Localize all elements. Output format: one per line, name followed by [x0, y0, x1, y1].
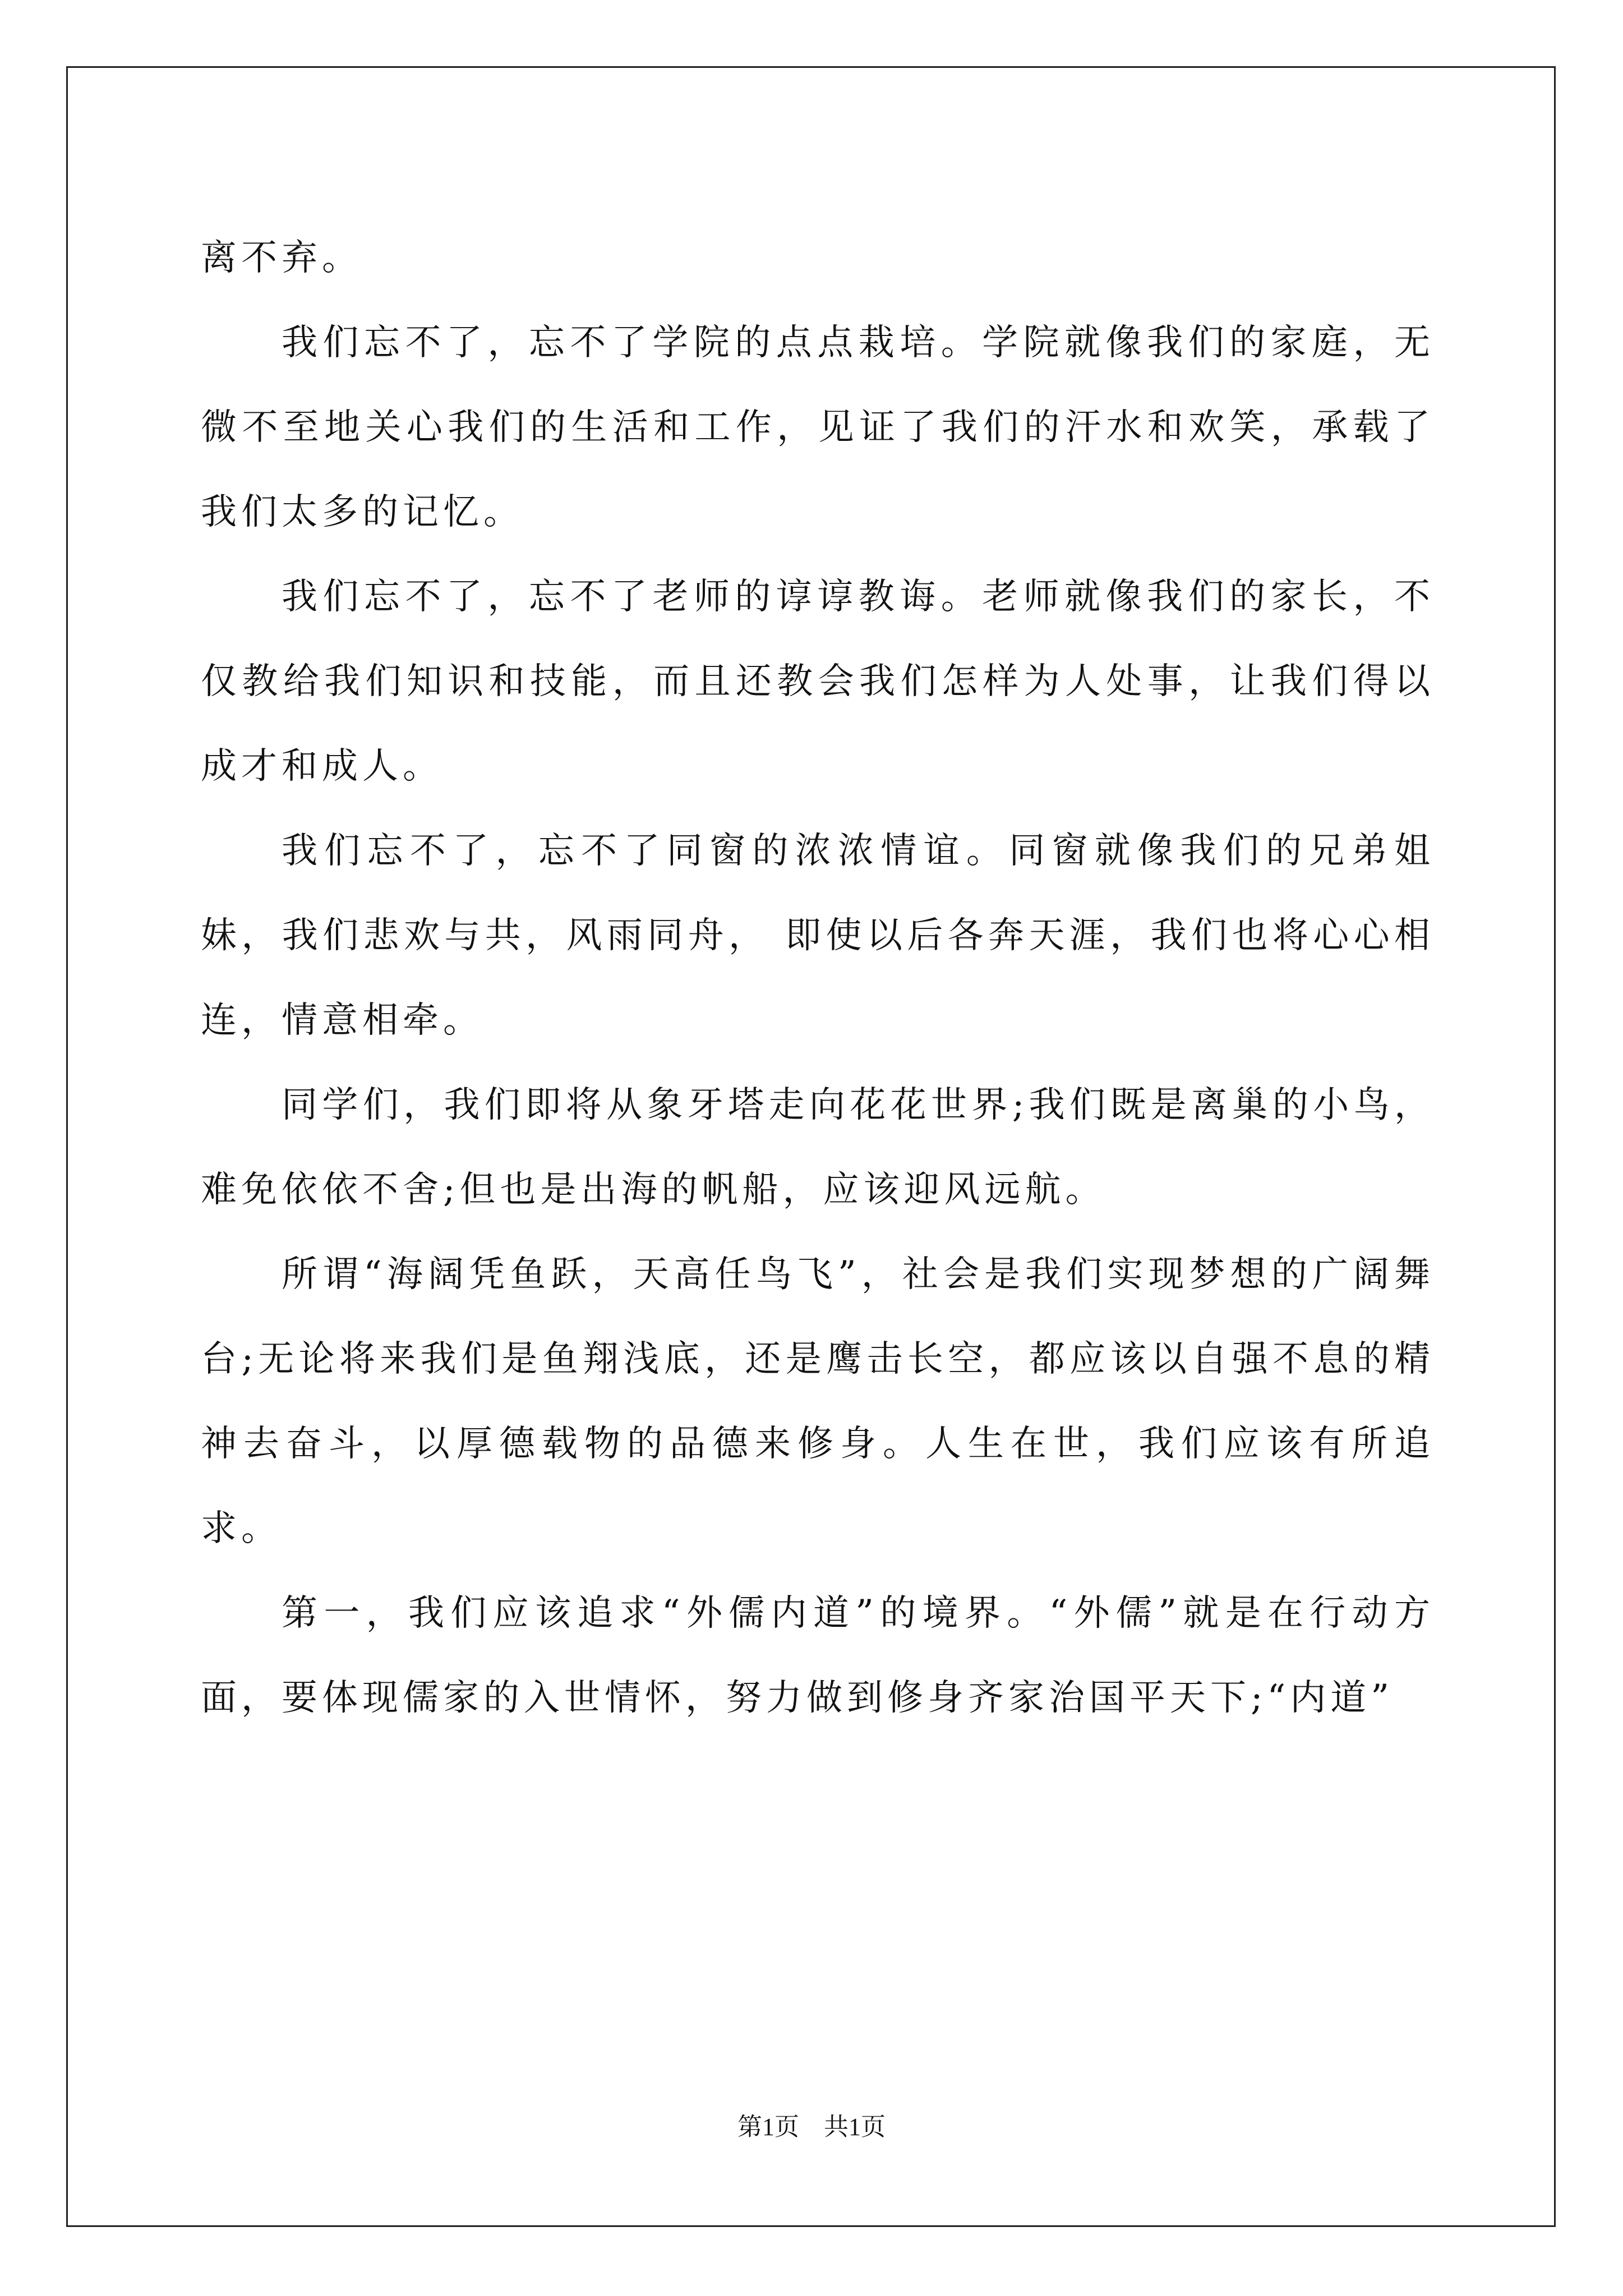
paragraph-3: 我们忘不了，忘不了老师的谆谆教诲。老师就像我们的家长，不仅教给我们知识和技能，而且还教会我们怎样为人处事，让我们得以成才和成人。	[201, 576, 1435, 787]
paragraph-5: 同学们，我们即将从象牙塔走向花花世界;我们既是离巢的小鸟，难免依依不舍;但也是出海的帆船，应该迎风远航。	[201, 1084, 1435, 1211]
paragraph-1: 离不弃。	[201, 237, 362, 279]
page-footer: 第1页 共1页	[737, 2113, 886, 2141]
document-body	[201, 216, 1435, 1741]
paragraph-6: 所谓“海阔凭鱼跃，天高任鸟飞”，社会是我们实现梦想的广阔舞台;无论将来我们是鱼翔浅底，还是鹰击长空，都应该以自强不息的精神去奋斗，以厚德载物的品德来修身。人生在世，我们应该有所追求。	[201, 1254, 1435, 1549]
paragraph-7: 第一，我们应该追求“外儒内道”的境界。“外儒”就是在行动方面，要体现儒家的入世情怀，努力做到修身齐家治国平天下;“内道”	[201, 1593, 1435, 1719]
paragraph-2: 我们忘不了，忘不了学院的点点栽培。学院就像我们的家庭，无微不至地关心我们的生活和工作，见证了我们的汗水和欢笑，承载了我们太多的记忆。	[201, 322, 1435, 533]
paragraph-4: 我们忘不了，忘不了同窗的浓浓情谊。同窗就像我们的兄弟姐妹，我们悲欢与共，风雨同舟， 即使以后各奔天涯，我们也将心心相连，情意相牵。	[201, 830, 1435, 1041]
